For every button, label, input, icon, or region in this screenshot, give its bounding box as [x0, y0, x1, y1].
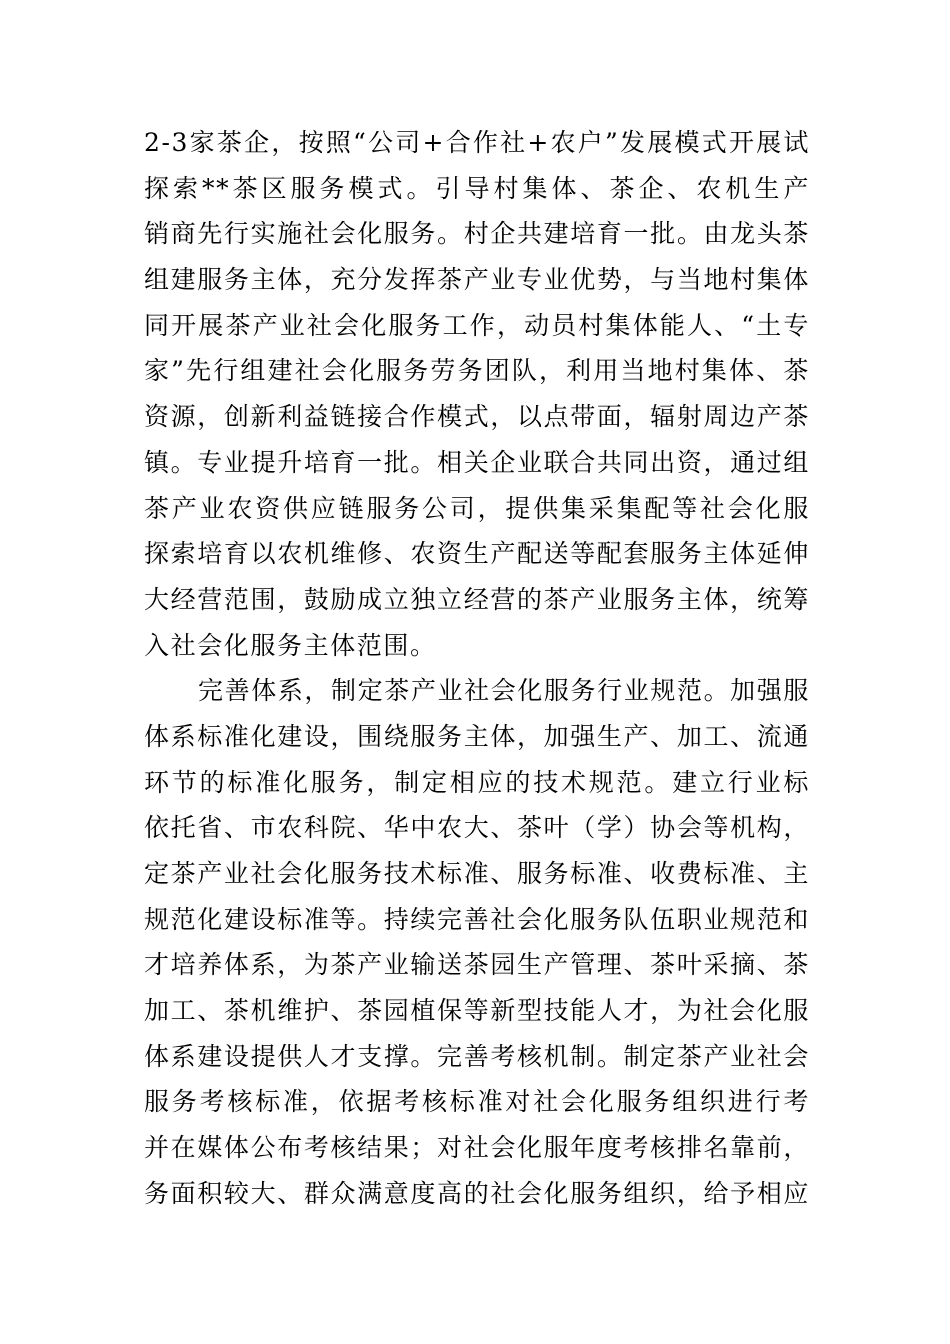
text-line: 入社会化服务主体范围。	[144, 630, 437, 660]
document-body	[144, 120, 810, 1217]
text-line: 加工、茶机维护、茶园植保等新型技能人才，为社会化服	[144, 996, 810, 1026]
text-line: 销商先行实施社会化服务。村企共建培育一批。由龙头茶	[144, 219, 810, 249]
text-line: 规范化建设标准等。持续完善社会化服务队伍职业规范和	[144, 904, 810, 934]
paragraph-1	[144, 120, 810, 668]
text-line: 定茶产业社会化服务技术标准、服务标准、收费标准、主	[144, 859, 810, 888]
text-line: 服务考核标准，依据考核标准对社会化服务组织进行考	[144, 1087, 810, 1117]
text-line: 依托省、市农科院、华中农大、茶叶（学）协会等机构，	[144, 813, 810, 843]
text-line: 环节的标准化服务，制定相应的技术规范。建立行业标	[144, 767, 810, 797]
text-line: 探索培育以农机维修、农资生产配送等配套服务主体延伸	[144, 539, 810, 569]
text-line: 同开展茶产业社会化服务工作，动员村集体能人、“土专	[144, 310, 810, 340]
text-line: 家”先行组建社会化服务劳务团队，利用当地村集体、茶	[144, 356, 810, 386]
text-line: 并在媒体公布考核结果；对社会化服年度考核排名靠前，	[144, 1133, 810, 1163]
text-line: 完善体系，制定茶产业社会化服务行业规范。加强服	[198, 676, 810, 706]
paragraph-2	[144, 668, 810, 1216]
text-line: 体系建设提供人才支撑。完善考核机制。制定茶产业社会	[144, 1041, 810, 1071]
text-line: 镇。专业提升培育一批。相关企业联合共同出资，通过组	[144, 447, 810, 477]
text-line: 大经营范围，鼓励成立独立经营的茶产业服务主体，统筹	[144, 584, 810, 614]
text-line: 资源，创新利益链接合作模式，以点带面，辐射周边产茶	[144, 402, 810, 432]
text-line: 探索**茶区服务模式。引导村集体、茶企、农机生产	[144, 173, 810, 203]
text-line: 组建服务主体，充分发挥茶产业专业优势，与当地村集体	[144, 265, 810, 295]
text-line: 2-3家茶企，按照“公司+合作社+农户”发展模式开展试	[144, 128, 810, 157]
text-line: 才培养体系，为茶产业输送茶园生产管理、茶叶采摘、茶	[144, 950, 810, 980]
text-line: 茶产业农资供应链服务公司，提供集采集配等社会化服	[144, 493, 810, 523]
text-line: 体系标准化建设，围绕服务主体，加强生产、加工、流通	[144, 721, 810, 751]
text-line: 务面积较大、群众满意度高的社会化服务组织，给予相应	[144, 1178, 810, 1208]
